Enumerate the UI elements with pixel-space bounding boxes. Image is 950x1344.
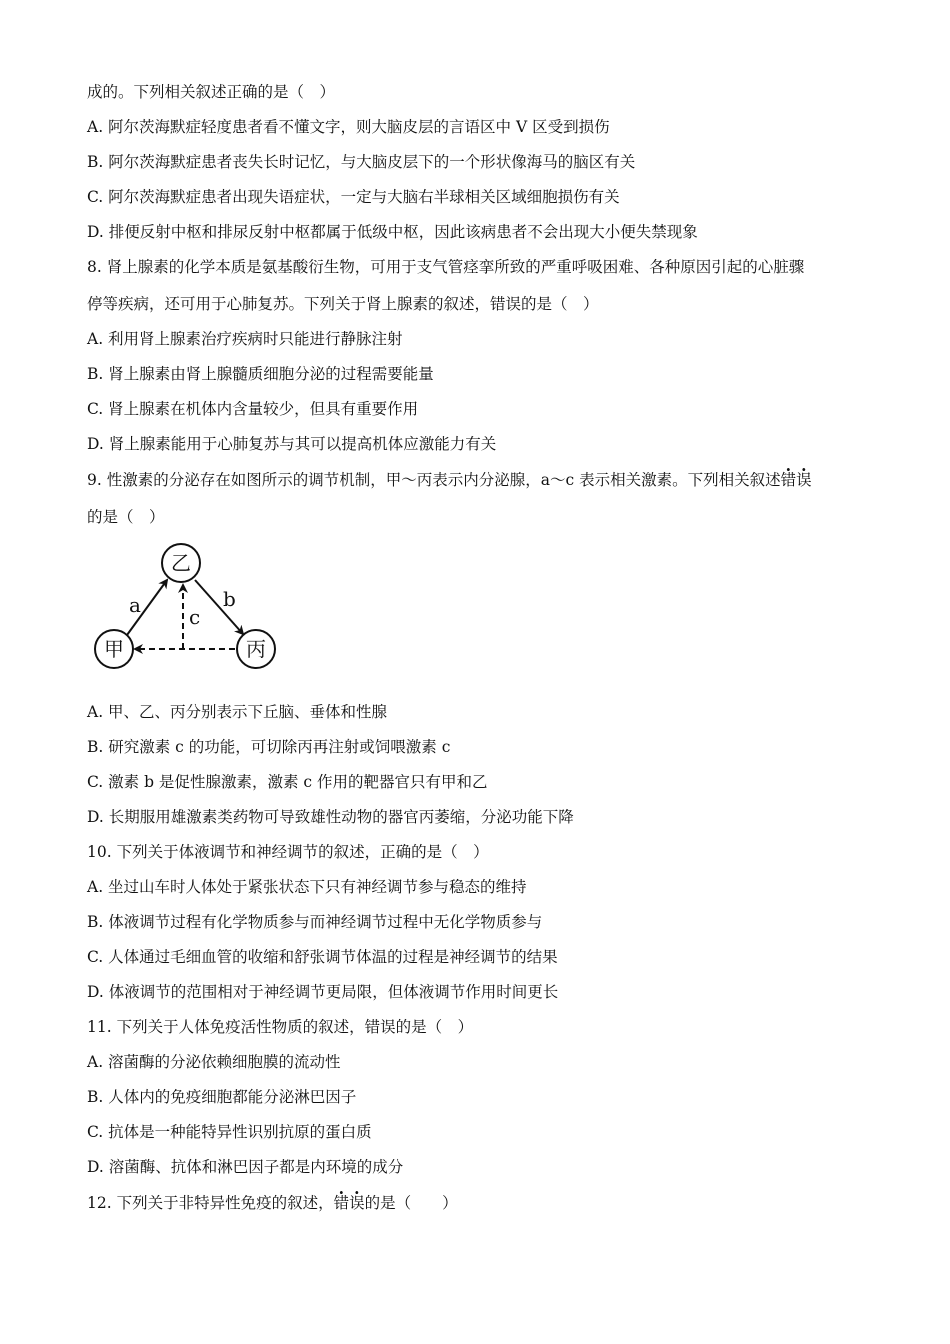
line-2: B. 阿尔茨海默症患者丧失长时记忆，与大脑皮层下的一个形状像海马的脑区有关 [87,153,636,171]
label-a: a [129,593,141,617]
line-13: A. 甲、乙、丙分别表示下丘脑、垂体和性腺 [87,703,388,721]
line-24: B. 人体内的免疫细胞都能分泌淋巴因子 [87,1088,357,1106]
line-6: 停等疾病，还可用于心肺复苏。下列关于肾上腺素的叙述，错误的是（ ） [87,295,599,313]
line-11 [87,470,812,490]
line-23: A. 溶菌酶的分泌依赖细胞膜的流动性 [87,1053,341,1071]
line-3: C. 阿尔茨海默症患者出现失语症状，一定与大脑右半球相关区域细胞损伤有关 [87,188,620,206]
line-21: D. 体液调节的范围相对于神经调节更局限，但体液调节作用时间更长 [87,983,559,1001]
label-b: b [223,587,236,611]
q12-stem: 12. 下列关于非特异性免疫的叙述， [87,1194,334,1212]
line-19: B. 体液调节过程有化学物质参与而神经调节过程中无化学物质参与 [87,913,543,931]
line-22: 11. 下列关于人体免疫活性物质的叙述，错误的是（ ） [87,1018,474,1036]
line-12: 的是（ ） [87,508,165,526]
q12-emphasis-text: 错误 [333,1194,365,1212]
line-5: 8. 肾上腺素的化学本质是氨基酸衍生物，可用于支气管痉挛所致的严重呼吸困难、各种原因引起的心脏骤 [87,258,805,276]
label-c: c [189,605,201,629]
line-8: B. 肾上腺素由肾上腺髓质细胞分泌的过程需要能量 [87,365,434,383]
line-18: A. 坐过山车时人体处于紧张状态下只有神经调节参与稳态的维持 [87,878,527,896]
line-27 [87,1193,458,1213]
regulation-diagram [85,538,285,678]
q9-stem: 9. 性激素的分泌存在如图所示的调节机制，甲～丙表示内分泌腺，a～c 表示相关激素。下列相关叙述 [87,471,781,489]
q12-emphasis [334,1193,365,1213]
line-4: D. 排便反射中枢和排尿反射中枢都属于低级中枢，因此该病患者不会出现大小便失禁现象 [87,223,698,241]
node-left-label: 甲 [104,637,124,661]
line-1: A. 阿尔茨海默症轻度患者看不懂文字，则大脑皮层的言语区中 V 区受到损伤 [87,118,610,136]
line-14: B. 研究激素 c 的功能，可切除丙再注射或饲喂激素 c [87,738,451,756]
line-9: C. 肾上腺素在机体内含量较少，但具有重要作用 [87,400,419,418]
line-15: C. 激素 b 是促性腺激素，激素 c 作用的靶器官只有甲和乙 [87,773,488,791]
line-26: D. 溶菌酶、抗体和淋巴因子都是内环境的成分 [87,1158,404,1176]
line-25: C. 抗体是一种能特异性识别抗原的蛋白质 [87,1123,372,1141]
line-7: A. 利用肾上腺素治疗疾病时只能进行静脉注射 [87,330,403,348]
q9-emphasis-text: 错误 [780,471,812,489]
line-0: 成的。下列相关叙述正确的是（ ） [87,83,336,101]
q9-emphasis [781,470,812,490]
line-20: C. 人体通过毛细血管的收缩和舒张调节体温的过程是神经调节的结果 [87,948,558,966]
q12-tail: 的是（ ） [364,1194,458,1212]
line-10: D. 肾上腺素能用于心肺复苏与其可以提高机体应激能力有关 [87,435,497,453]
node-top-label: 乙 [171,551,191,575]
line-17: 10. 下列关于体液调节和神经调节的叙述，正确的是（ ） [87,843,489,861]
node-right-label: 丙 [246,637,266,661]
line-16: D. 长期服用雄激素类药物可导致雄性动物的器官丙萎缩，分泌功能下降 [87,808,574,826]
